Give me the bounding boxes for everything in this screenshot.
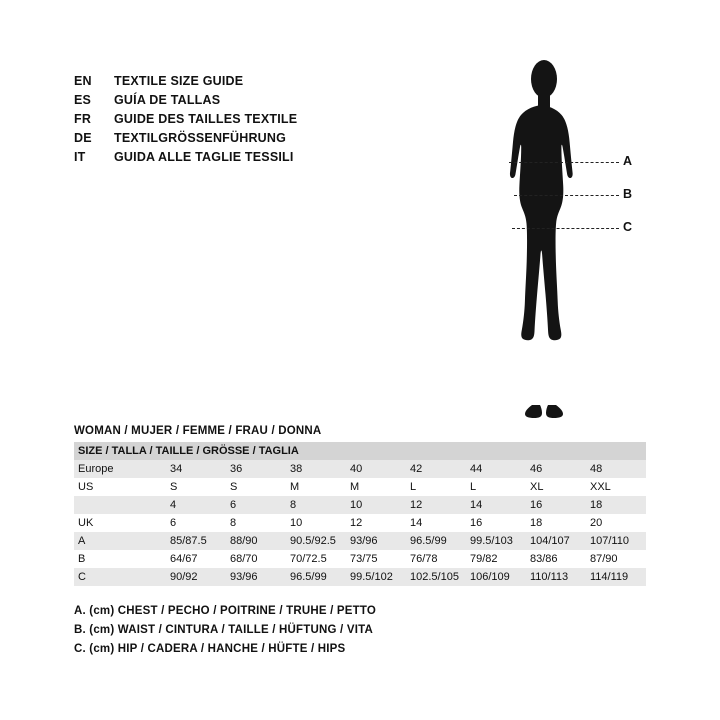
cell: L	[410, 481, 417, 493]
measure-label-b: B	[623, 187, 633, 201]
language-code-es: ES	[74, 93, 92, 107]
measure-line-c	[512, 228, 619, 229]
cell: M	[290, 481, 300, 493]
row-label: Europe	[78, 463, 114, 475]
title-row-de	[74, 131, 494, 149]
title-block	[74, 74, 494, 169]
measure-label-a: A	[623, 154, 633, 168]
cell: 16	[470, 517, 483, 529]
cell: 8	[290, 499, 297, 511]
title-text-fr: GUIDE DES TAILLES TEXTILE	[114, 112, 298, 126]
cell: 87/90	[590, 553, 618, 565]
cell: 4	[170, 499, 177, 511]
cell: XL	[530, 481, 544, 493]
language-code-fr: FR	[74, 112, 92, 126]
table-header-label: SIZE / TALLA / TAILLE / GRÖSSE / TAGLIA	[78, 445, 299, 457]
cell: 96.5/99	[290, 571, 327, 583]
cell: 88/90	[230, 535, 258, 547]
title-row-es	[74, 93, 494, 111]
row-label: UK	[78, 517, 94, 529]
cell: 34	[170, 463, 183, 475]
table-header-row	[74, 442, 646, 460]
cell: 38	[290, 463, 303, 475]
cell: 104/107	[530, 535, 570, 547]
cell: 8	[230, 517, 237, 529]
legend-item-b: B. (cm) WAIST / CINTURA / TAILLE / HÜFTUNG / VITA	[74, 624, 373, 636]
cell: 85/87.5	[170, 535, 207, 547]
table-row	[74, 460, 646, 478]
title-row-it	[74, 150, 494, 168]
cell: 6	[230, 499, 237, 511]
legend-item-c: C. (cm) HIP / CADERA / HANCHE / HÜFTE / HIPS	[74, 643, 346, 655]
table-row	[74, 568, 646, 586]
table-row	[74, 514, 646, 532]
table-row	[74, 478, 646, 496]
cell: 76/78	[410, 553, 438, 565]
cell: 20	[590, 517, 603, 529]
legend	[74, 602, 574, 659]
table-row	[74, 550, 646, 568]
cell: 99.5/102	[350, 571, 393, 583]
cell: 114/119	[590, 571, 629, 583]
cell: 83/86	[530, 553, 558, 565]
table-caption: WOMAN / MUJER / FEMME / FRAU / DONNA	[74, 425, 322, 437]
title-text-it: GUIDA ALLE TAGLIE TESSILI	[114, 150, 294, 164]
cell: 10	[350, 499, 363, 511]
cell: 18	[590, 499, 603, 511]
cell: 48	[590, 463, 603, 475]
cell: 46	[530, 463, 543, 475]
cell: 107/110	[590, 535, 629, 547]
cell: 14	[410, 517, 423, 529]
cell: S	[230, 481, 238, 493]
cell: 110/113	[530, 571, 569, 583]
row-label: A	[78, 535, 86, 547]
measure-line-b	[514, 195, 619, 196]
language-code-en: EN	[74, 74, 92, 88]
title-text-de: TEXTILGRÖSSENFÜHRUNG	[114, 131, 287, 145]
cell: 10	[290, 517, 303, 529]
title-text-es: GUÍA DE TALLAS	[114, 93, 221, 107]
cell: 42	[410, 463, 423, 475]
size-table	[74, 442, 646, 586]
cell: 6	[170, 517, 177, 529]
cell: 96.5/99	[410, 535, 447, 547]
cell: 73/75	[350, 553, 378, 565]
woman-silhouette-icon	[470, 55, 670, 435]
cell: 12	[350, 517, 363, 529]
figure-area	[470, 55, 670, 435]
cell: 18	[530, 517, 543, 529]
row-label: B	[78, 553, 86, 565]
measure-line-a	[509, 162, 619, 163]
cell: 106/109	[470, 571, 510, 583]
title-row-en	[74, 74, 494, 92]
cell: 16	[530, 499, 543, 511]
language-code-de: DE	[74, 131, 92, 145]
cell: 12	[410, 499, 423, 511]
measure-label-c: C	[623, 220, 633, 234]
cell: 90.5/92.5	[290, 535, 336, 547]
cell: 90/92	[170, 571, 198, 583]
cell: 102.5/105	[410, 571, 459, 583]
size-table-section	[74, 425, 646, 586]
legend-item-a: A. (cm) CHEST / PECHO / POITRINE / TRUHE / PETTO	[74, 605, 377, 617]
cell: 68/70	[230, 553, 258, 565]
cell: 93/96	[350, 535, 378, 547]
cell: L	[470, 481, 477, 493]
cell: 36	[230, 463, 243, 475]
row-label: US	[78, 481, 94, 493]
cell: 40	[350, 463, 363, 475]
cell: 93/96	[230, 571, 258, 583]
cell: S	[170, 481, 178, 493]
cell: 44	[470, 463, 483, 475]
row-label	[74, 496, 166, 514]
cell: M	[350, 481, 360, 493]
title-text-en: TEXTILE SIZE GUIDE	[114, 74, 244, 88]
title-row-fr	[74, 112, 494, 130]
cell: 64/67	[170, 553, 198, 565]
cell: 79/82	[470, 553, 498, 565]
cell: XXL	[590, 481, 611, 493]
table-row	[74, 496, 646, 514]
table-row	[74, 532, 646, 550]
cell: 70/72.5	[290, 553, 327, 565]
cell: 14	[470, 499, 483, 511]
cell: 99.5/103	[470, 535, 513, 547]
row-label: C	[78, 571, 86, 583]
language-code-it: IT	[74, 150, 86, 164]
